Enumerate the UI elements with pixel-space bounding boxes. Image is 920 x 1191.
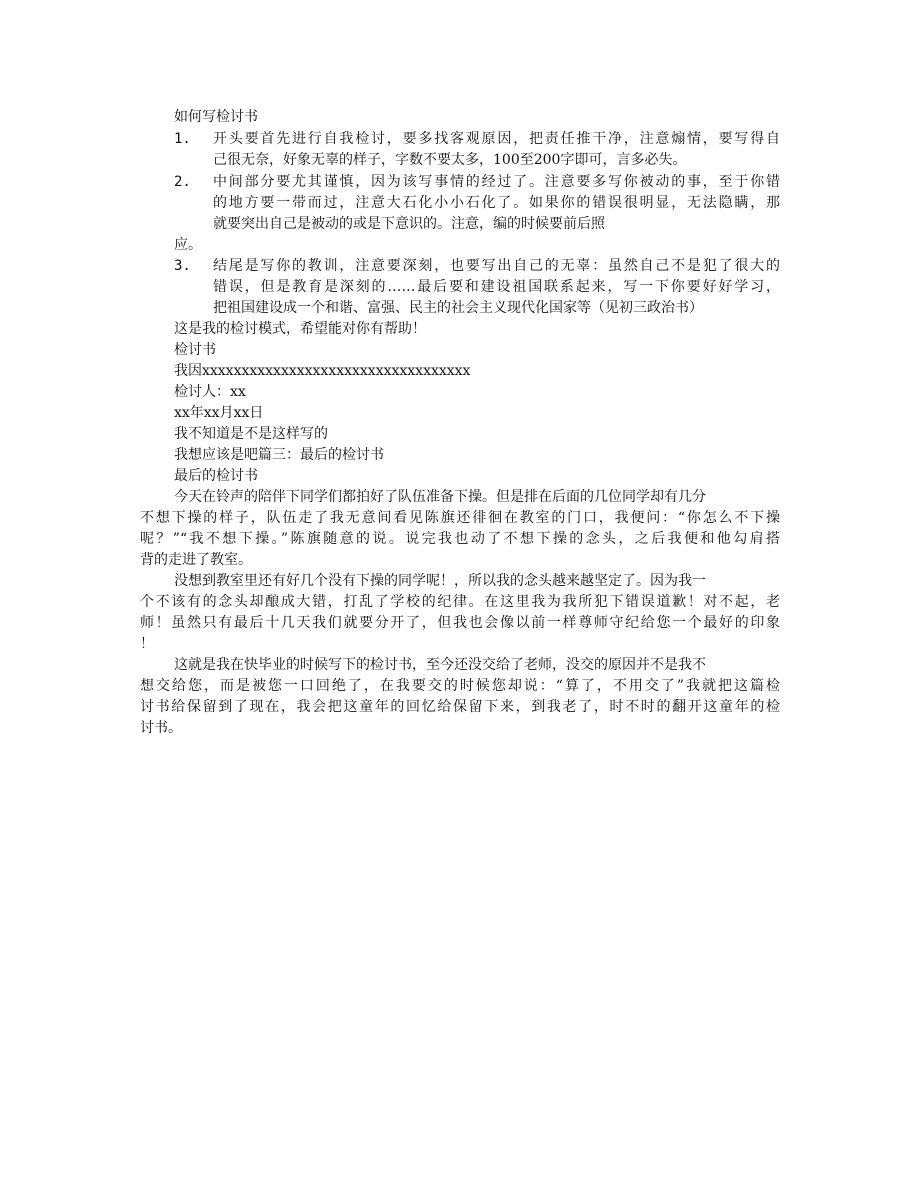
list-item-line: 的地方要一带而过，注意大石化小小石化了。如果你的错误很明显，无法隐瞒，那 <box>213 195 780 211</box>
text-line: 我因xxxxxxxxxxxxxxxxxxxxxxxxxxxxxxxxxx <box>174 363 471 379</box>
text-line: 最后的检讨书 <box>174 468 258 484</box>
paragraph-line: 没想到教室里还有好几个没有下操的同学呢！，所以我的念头越来越坚定了。因为我一 <box>174 573 706 589</box>
doc-title: 如何写检讨书 <box>174 109 258 125</box>
list-number: 1. <box>174 131 191 147</box>
list-item-line: 中间部分要尤其谨慎，因为该写事情的经过了。注意要多写你被动的事，至于你错 <box>213 174 780 190</box>
paragraph-line: 个不该有的念头却酿成大错，打乱了学校的纪律。在这里我为我所犯下错误道歉！对不起，老 <box>140 594 780 610</box>
paragraph-line: 这就是我在快毕业的时候写下的检讨书，至今还没交给了老师，没交的原因并不是我不 <box>174 657 706 673</box>
text-line: xx年xx月xx日 <box>174 405 264 421</box>
list-item-line: 错误，但是教育是深刻的……最后要和建设祖国联系起来，写一下你要好好学习， <box>213 279 780 295</box>
list-item-tail: 应。 <box>174 237 202 253</box>
text-line: 检讨书 <box>174 342 216 358</box>
paragraph-line: ！ <box>140 636 154 652</box>
list-number: 3. <box>174 258 191 274</box>
list-item-line: 就要突出自己是被动的或是下意识的。注意，编的时候要前后照 <box>213 216 605 232</box>
text-line: 我不知道是不是这样写的 <box>174 426 328 442</box>
paragraph-line: 想交给您，而是被您一口回绝了，在我要交的时候您却说：“算了，不用交了”我就把这篇检 <box>140 678 780 694</box>
text-line: 我想应该是吧篇三：最后的检讨书 <box>174 447 384 463</box>
paragraph-line: 师！虽然只有最后十几天我们就要分开了，但我也会像以前一样尊师守纪给您一个最好的印象 <box>140 615 780 631</box>
list-number: 2. <box>174 174 191 190</box>
paragraph-line: 讨书。 <box>140 720 182 736</box>
paragraph-line: 呢？”“我不想下操。”陈旗随意的说。说完我也动了不想下操的念头，之后我便和他勾肩搭 <box>140 531 780 547</box>
paragraph-line: 不想下操的样子，队伍走了我无意间看见陈旗还徘徊在教室的门口，我便问：“你怎么不下操 <box>140 510 780 526</box>
text-line: 这是我的检讨模式，希望能对你有帮助！ <box>174 321 426 337</box>
paragraph-line: 背的走进了教室。 <box>140 552 252 568</box>
list-item-line: 结尾是写你的教训，注意要深刻，也要写出自己的无辜：虽然自己不是犯了很大的 <box>213 258 780 274</box>
paragraph-line: 今天在铃声的陪伴下同学们都拍好了队伍准备下操。但是排在后面的几位同学却有几分 <box>174 489 706 505</box>
list-item-line: 己很无奈，好象无辜的样子，字数不要太多，100至200字即可，言多必失。 <box>213 152 687 168</box>
text-line: 检讨人：xx <box>174 384 246 400</box>
list-item-line: 把祖国建设成一个和谐、富强、民主的社会主义现代化国家等（见初三政治书） <box>213 300 703 316</box>
list-item-line: 开头要首先进行自我检讨，要多找客观原因，把责任推干净，注意煽情，要写得自 <box>213 131 780 147</box>
paragraph-line: 讨书给保留到了现在，我会把这童年的回忆给保留下来，到我老了，时不时的翻开这童年的检 <box>140 699 780 715</box>
